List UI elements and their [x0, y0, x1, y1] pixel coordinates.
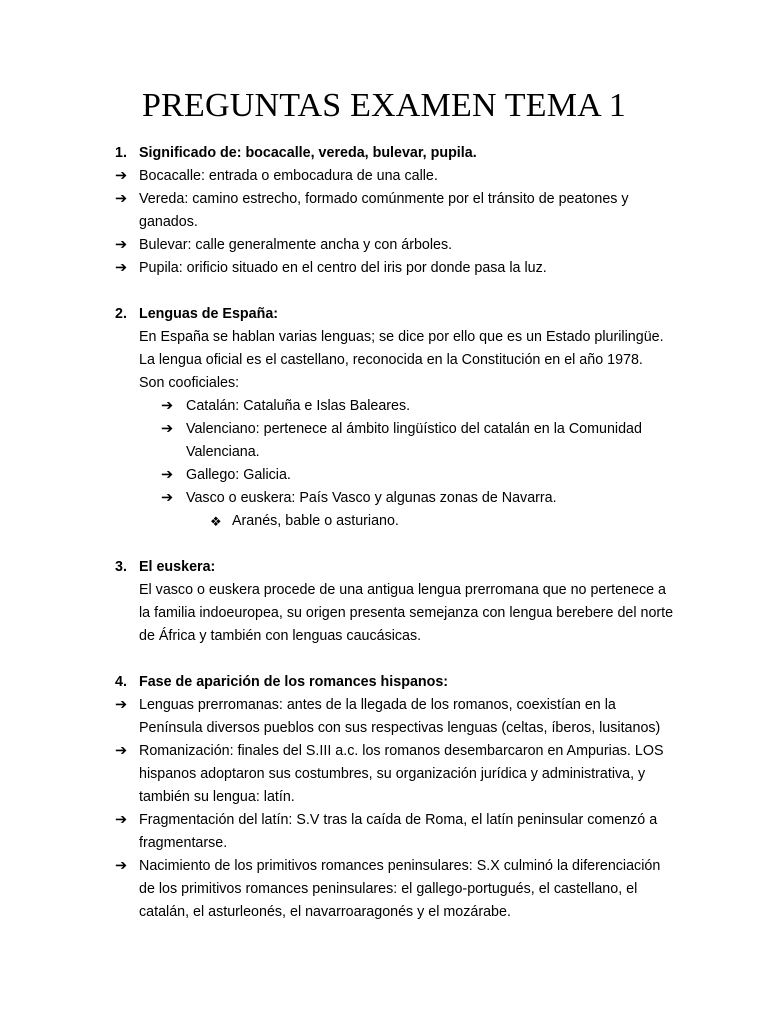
question-number: 4. — [115, 674, 127, 690]
arrow-bullet-icon: ➔ — [115, 260, 127, 276]
arrow-bullet-icon: ➔ — [161, 490, 173, 506]
list-item-text: Nacimiento de los primitivos romances peninsulares: S.X culminó la diferenciación de los primitivos romances peninsulares: el gallego-portugués, el castellano, el catalán, el asturleonés, el navarroaragonés y el mozárabe. — [139, 858, 661, 920]
question-title: Significado de: bocacalle, vereda, bulevar, pupila. — [139, 145, 477, 161]
paragraph-line: de África y también con lenguas caucásicas. — [139, 628, 422, 644]
question-2-heading — [0, 303, 679, 326]
list-item-text: Lenguas prerromanas: antes de la llegada de los romanos, coexistían en la Península diversos pueblos con sus respectivas lenguas (celtas, íberos, lusitanos) — [139, 697, 661, 736]
list-item-text: Vereda: camino estrecho, formado comúnmente por el tránsito de peatones y ganados. — [139, 191, 629, 230]
list-item — [0, 855, 679, 924]
arrow-bullet-icon: ➔ — [161, 398, 173, 414]
list-item-text: Bocacalle: entrada o embocadura de una calle. — [139, 168, 438, 184]
paragraph-line: la familia indoeuropea, su origen presenta semejanza con lengua berebere del norte — [139, 605, 674, 621]
list-item — [0, 740, 679, 809]
list-item-text: Vasco o euskera: País Vasco y algunas zonas de Navarra. — [186, 490, 557, 506]
question-number: 1. — [115, 145, 127, 161]
question-title: Lenguas de España: — [139, 306, 279, 322]
question-1-heading — [0, 142, 679, 165]
list-item — [0, 395, 656, 418]
list-item-text: Pupila: orificio situado en el centro del iris por donde pasa la luz. — [139, 260, 547, 276]
list-item-text: Fragmentación del latín: S.V tras la caída de Roma, el latín peninsular comenzó a fragmentarse. — [139, 812, 658, 851]
paragraph-line: El vasco o euskera procede de una antigua lengua prerromana que no pertenece a — [139, 582, 666, 598]
list-item-text: Catalán: Cataluña e Islas Baleares. — [186, 398, 411, 414]
arrow-bullet-icon: ➔ — [115, 697, 127, 713]
arrow-bullet-icon: ➔ — [115, 812, 127, 828]
arrow-bullet-icon: ➔ — [115, 743, 127, 759]
question-4-heading — [0, 671, 679, 694]
list-item-text: Bulevar: calle generalmente ancha y con árboles. — [139, 237, 453, 253]
arrow-bullet-icon: ➔ — [115, 191, 127, 207]
arrow-bullet-icon: ➔ — [161, 467, 173, 483]
list-item — [0, 418, 656, 464]
paragraph-line: Son cooficiales: — [139, 375, 240, 391]
arrow-bullet-icon: ➔ — [115, 237, 127, 253]
document-title: PREGUNTAS EXAMEN TEMA 1 — [142, 87, 626, 124]
document-body — [0, 142, 768, 924]
list-item-text: Aranés, bable o asturiano. — [232, 513, 399, 529]
arrow-bullet-icon: ➔ — [115, 168, 127, 184]
list-item-text: Romanización: finales del S.III a.c. los romanos desembarcaron en Ampurias. LOS hispanos adoptaron sus costumbres, su organización jurídica y administrativa, y también su lengua: latín. — [139, 743, 664, 805]
arrow-bullet-icon: ➔ — [161, 421, 173, 437]
list-item — [0, 234, 679, 257]
question-title: Fase de aparición de los romances hispanos: — [139, 674, 449, 690]
question-number: 2. — [115, 306, 127, 322]
sub-list-item — [0, 510, 768, 533]
question-title: El euskera: — [139, 559, 216, 575]
paragraph-line: La lengua oficial es el castellano, reconocida en la Constitución en el año 1978. — [139, 352, 643, 368]
list-item — [0, 487, 656, 510]
list-item — [0, 809, 679, 855]
list-item — [0, 188, 679, 234]
list-item — [0, 165, 679, 188]
list-item — [0, 257, 679, 280]
list-item-text: Valenciano: pertenece al ámbito lingüístico del catalán en la Comunidad Valenciana. — [186, 421, 642, 460]
list-item — [0, 464, 656, 487]
question-3-heading — [0, 556, 679, 579]
arrow-bullet-icon: ➔ — [115, 858, 127, 874]
diamond-bullet-icon: ❖ — [210, 514, 222, 529]
list-item-text: Gallego: Galicia. — [186, 467, 291, 483]
paragraph-line: En España se hablan varias lenguas; se dice por ello que es un Estado plurilingüe. — [139, 329, 664, 345]
list-item — [0, 694, 679, 740]
question-number: 3. — [115, 559, 127, 575]
